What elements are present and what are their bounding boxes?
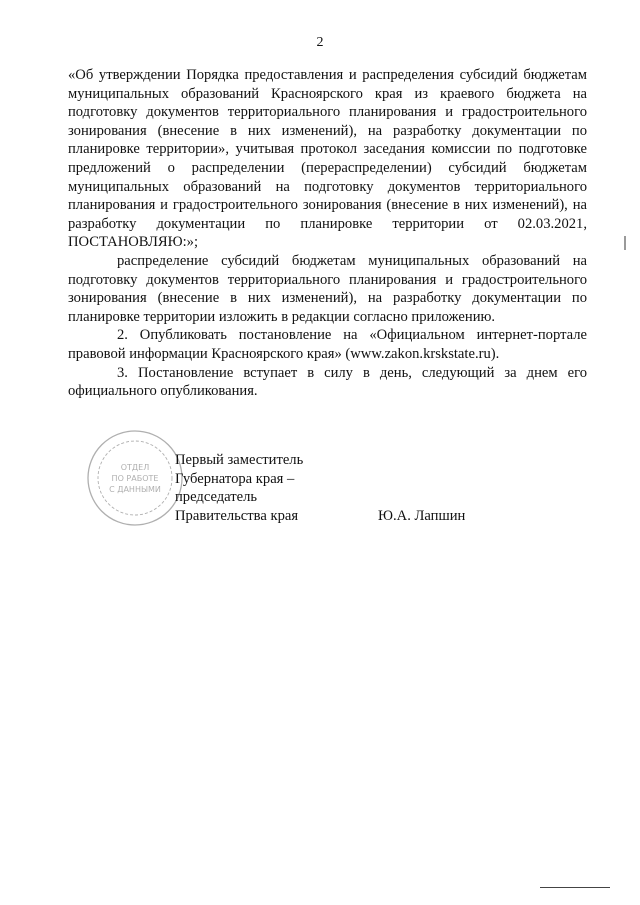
page-number: 2 [316, 35, 324, 50]
stamp-line-1: ОТДЕЛ [120, 463, 150, 472]
signer-name: Ю.А. Лапшин [378, 508, 466, 524]
signer-position-line-2: Губернатора края – [175, 470, 295, 487]
footer-rule [540, 887, 610, 888]
paragraph-1: «Об утверждении Порядка предоставления и распределения субсидий бюджетам муниципальных образований Красноярского края из краевого бюджета на подготовку документов территориального планирования и градостроительного зонирования (внесение в них изменений), на разработку документации по планировке территории», учитывая протокол заседания комиссии по подготовке предложений о распределении (перераспределении) субсидий бюджетам муниципальных образований на подготовку документов территориального планирования и градостроительного зонирования (внесение в них изменений), на разработку документации по планировке территории от 02.03.2021, ПОСТАНОВЛЯЮ:»; [68, 67, 587, 251]
paragraph-2: распределение субсидий бюджетам муниципальных образований на подготовку документов территориального планирования и градостроительного зонирования (внесение в них изменений), на разработку документации по планировке территории изложить в редакции согласно приложению. [68, 252, 587, 325]
signer-position-line-1: Первый заместитель [175, 452, 304, 468]
stamp-line-3: С ДАННЫМИ [109, 485, 161, 494]
signature-block [175, 451, 303, 525]
signer-position-line-3: председатель [175, 489, 258, 506]
document-body [68, 66, 587, 401]
paragraph-3: 2. Опубликовать постановление на «Официальном интернет-портале правовой информации Красноярского края» (www.zakon.krskstate.ru). [68, 327, 587, 362]
stamp-line-2: ПО РАБОТЕ [111, 474, 159, 483]
signer-position-line-4: Правительства края [175, 507, 299, 524]
scan-margin-mark [624, 236, 626, 250]
official-stamp [85, 428, 185, 528]
paragraph-4: 3. Постановление вступает в силу в день, следующий за днем его официального опубликования. [68, 364, 587, 400]
